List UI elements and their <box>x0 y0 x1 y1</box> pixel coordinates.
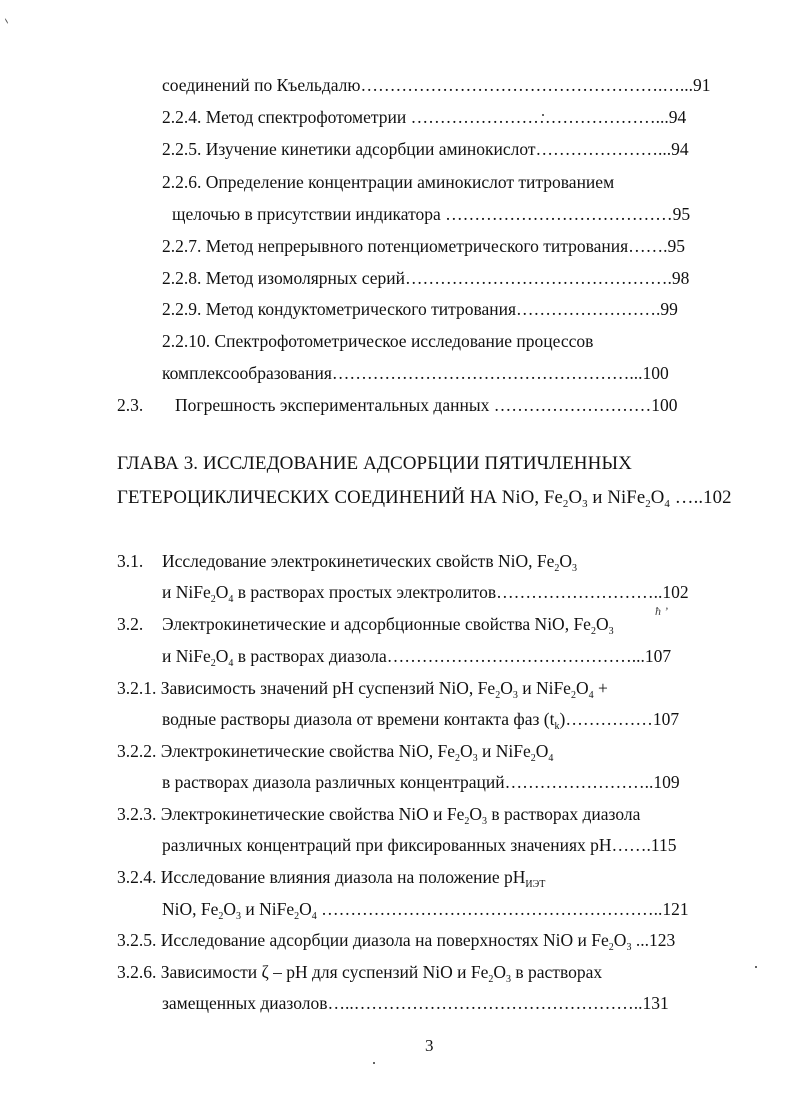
handwritten-mark: ħ ’ <box>655 604 668 618</box>
toc-line: водные растворы диазола от времени контакта фаз $(t_k)\dots\dots\dots\dots\dots 107$ <box>162 709 680 732</box>
toc-line: различных концентраций при фиксированных значениях pH…….115 <box>162 835 677 855</box>
page-number: 3 <box>425 1036 434 1055</box>
toc-section-number: 3.2. <box>117 614 144 634</box>
toc-line: 3.2.3. Электрокинетические свойства NiO и $Fe_2O_3$ в растворах диазола <box>117 804 641 827</box>
toc-line: 2.2.7. Метод непрерывного потенциометрического титрования…….95 <box>162 236 686 256</box>
toc-line: комплексообразования……………………………………………...100 <box>162 363 669 383</box>
toc-line: 3.2.1. Зависимость значений pH суспензий NiO, $Fe_2O_3$ и $NiFe_2O_4$ + <box>117 678 608 701</box>
scan-speck <box>755 966 757 968</box>
toc-line: Исследование электрокинетических свойств NiO, $Fe_2O_3$ <box>162 551 577 574</box>
toc-line: 2.2.9. Метод кондуктометрического титрования…………………….99 <box>162 299 678 319</box>
toc-line: Электрокинетические и адсорбционные свойства NiO, $Fe_2O_3$ <box>162 614 614 637</box>
toc-line: 2.2.6. Определение концентрации аминокислот титрованием <box>162 172 615 192</box>
toc-line: 3.2.6. Зависимости ζ – pH для суспензий NiO и $Fe_2O_3$ в растворах <box>117 962 603 985</box>
toc-section-number: 3.1. <box>117 551 144 571</box>
scan-speck <box>373 1062 375 1064</box>
toc-line: 2.2.10. Спектрофотометрическое исследование процессов <box>162 331 594 351</box>
toc-line: замещенных диазолов…..…………………………………………..131 <box>162 993 669 1013</box>
toc-line: щелочью в присутствии индикатора …………………………………95 <box>172 204 691 224</box>
toc-line: и $NiFe_2O_4$ в растворах диазола……………………………………...107 <box>162 646 672 669</box>
toc-line: 3.2.5. Исследование адсорбции диазола на поверхностях NiO и $Fe_2O_3$ ...123 <box>117 930 676 953</box>
toc-line: 2.2.4. Метод спектрофотометрии ……………………………………...94 <box>162 107 687 127</box>
toc-line: Погрешность экспериментальных данных ………………………100 <box>175 395 678 415</box>
chapter-heading-line: ГЕТЕРОЦИКЛИЧЕСКИХ СОЕДИНЕНИЙ НА NiO, $Fe_2O_3$ и $NiFe_2O_4$ …..102 <box>117 487 732 510</box>
chapter-heading-line: ГЛАВА 3. ИССЛЕДОВАНИЕ АДСОРБЦИИ ПЯТИЧЛЕННЫХ <box>117 453 632 474</box>
toc-line: NiO, $Fe_2O_3$ и $NiFe_2O_4$ …………………………………………………..121 <box>162 899 689 922</box>
toc-line: в растворах диазола различных концентраций……………………..109 <box>162 772 680 792</box>
toc-line: 2.2.8. Метод изомолярных серий……………………………………….98 <box>162 268 690 288</box>
toc-line: 3.2.2. Электрокинетические свойства NiO, $Fe_2O_3$ и $NiFe_2O_4$ <box>117 741 554 764</box>
toc-line: и $NiFe_2O_4$ в растворах простых электролитов………………………..102 <box>162 582 689 605</box>
scan-speck <box>5 18 9 24</box>
toc-section-number: 2.3. <box>117 395 144 415</box>
toc-line: 3.2.4. Исследование влияния диазола на положение $pH_{ИЭТ}$ <box>117 867 546 890</box>
toc-line: соединений по Къельдалю…………………………………………….…...91 <box>162 75 711 95</box>
toc-line: 2.2.5. Изучение кинетики адсорбции аминокислот…………………...94 <box>162 139 689 159</box>
